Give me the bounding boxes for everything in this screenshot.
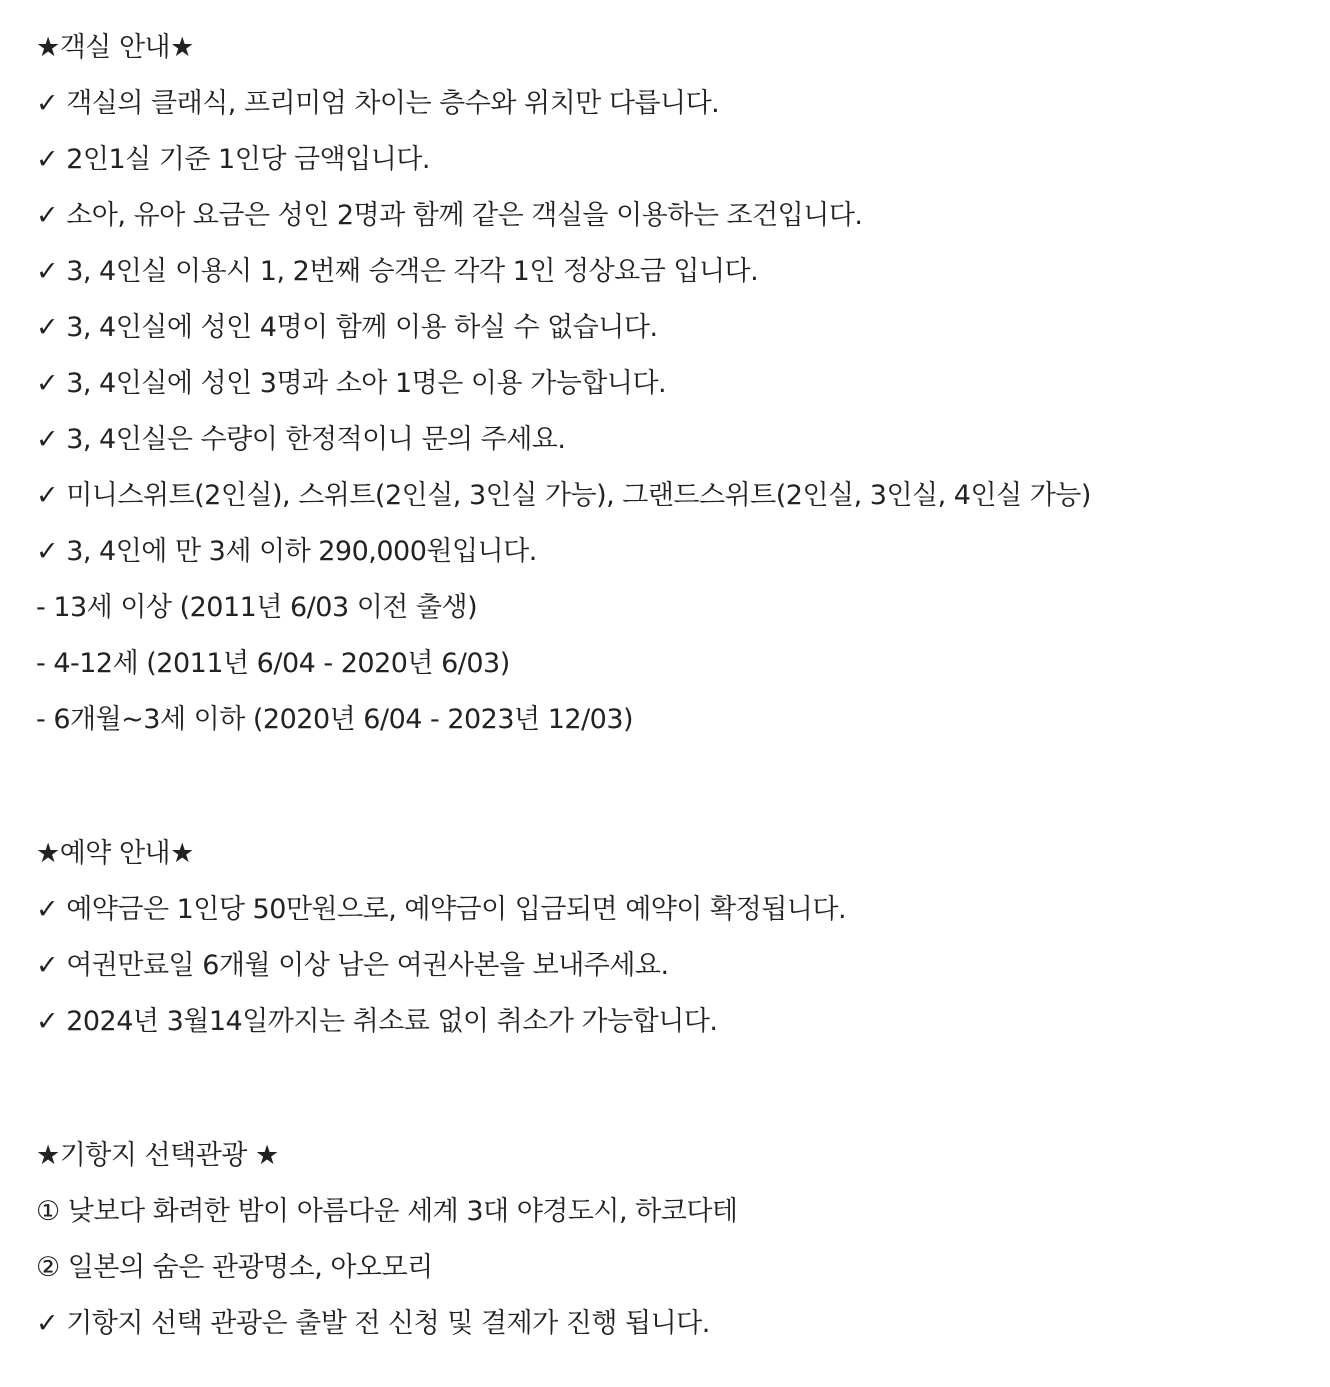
reservation-info-item: ✓ 예약금은 1인당 50만원으로, 예약금이 입금되면 예약이 확정됩니다.: [36, 894, 847, 925]
room-info-item: ✓ 3, 4인실에 성인 4명이 함께 이용 하실 수 없습니다.: [36, 312, 658, 343]
shore-excursion-item: ① 낮보다 화려한 밤이 아름다운 세계 3대 야경도시, 하코다테: [36, 1196, 738, 1227]
room-info-item: ✓ 3, 4인실은 수량이 한정적이니 문의 주세요.: [36, 424, 566, 455]
room-info-item: ✓ 미니스위트(2인실), 스위트(2인실, 3인실 가능), 그랜드스위트(2인실, 3인실, 4인실 가능): [36, 480, 1091, 511]
section-spacer: [36, 748, 1306, 826]
section-spacer: [36, 1050, 1306, 1128]
room-info-item: ✓ 객실의 클래식, 프리미엄 차이는 층수와 위치만 다릅니다.: [36, 88, 720, 119]
room-info-heading: ★객실 안내★: [36, 32, 194, 63]
reservation-info-item: ✓ 여권만료일 6개월 이상 남은 여권사본을 보내주세요.: [36, 950, 669, 981]
document-body: [36, 20, 1306, 1352]
shore-excursion-item: ② 일본의 숨은 관광명소, 아오모리: [36, 1252, 433, 1283]
shore-excursion-item: ✓ 기항지 선택 관광은 출발 전 신청 및 결제가 진행 됩니다.: [36, 1308, 710, 1339]
reservation-info-heading: ★예약 안내★: [36, 838, 194, 869]
room-info-item: ✓ 3, 4인에 만 3세 이하 290,000원입니다.: [36, 536, 537, 567]
room-info-item: ✓ 소아, 유아 요금은 성인 2명과 함께 같은 객실을 이용하는 조건입니다.: [36, 200, 863, 231]
room-info-item: ✓ 2인1실 기준 1인당 금액입니다.: [36, 144, 430, 175]
age-category-item: - 4-12세 (2011년 6/04 - 2020년 6/03): [36, 648, 510, 679]
age-category-item: - 13세 이상 (2011년 6/03 이전 출생): [36, 592, 478, 623]
age-category-item: - 6개월~3세 이하 (2020년 6/04 - 2023년 12/03): [36, 704, 634, 735]
reservation-info-item: ✓ 2024년 3월14일까지는 취소료 없이 취소가 가능합니다.: [36, 1006, 718, 1037]
room-info-item: ✓ 3, 4인실 이용시 1, 2번째 승객은 각각 1인 정상요금 입니다.: [36, 256, 759, 287]
room-info-item: ✓ 3, 4인실에 성인 3명과 소아 1명은 이용 가능합니다.: [36, 368, 667, 399]
shore-excursions-heading: ★기항지 선택관광 ★: [36, 1140, 279, 1171]
